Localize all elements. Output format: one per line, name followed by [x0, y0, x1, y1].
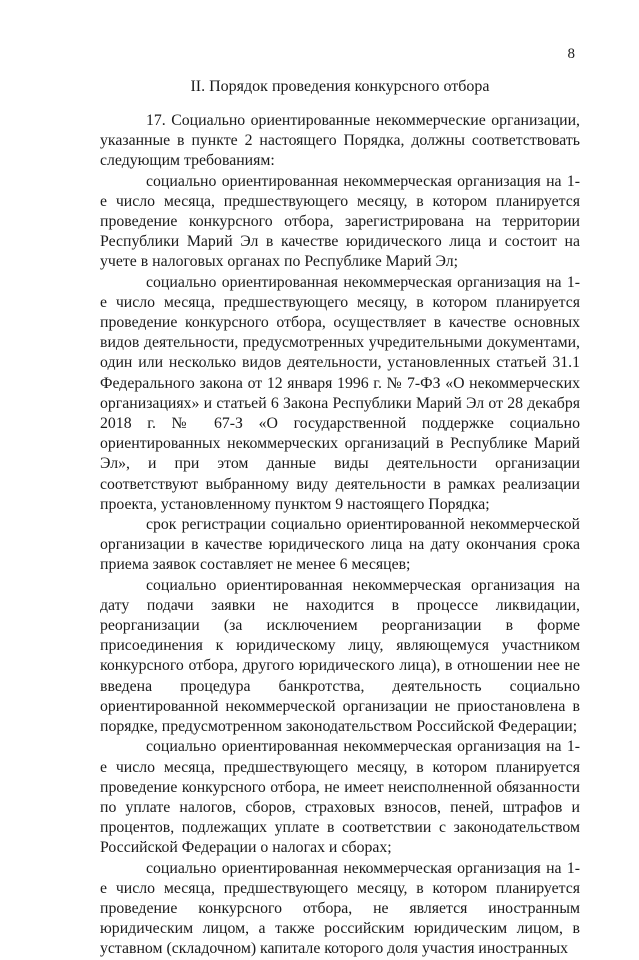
paragraph-foreign-entity: социально ориентированная некоммерческая организация на 1-е число месяца, предшествующего месяцу, в котором планируется проведение конкурсного отбора, не является иностранным юридическим лицом, а также российским юридическим лицом, в уставном (складочном) капитале которого доля участия иностранных: [100, 859, 580, 958]
paragraph-activities: социально ориентированная некоммерческая организация на 1-е число месяца, предшествующего месяцу, в котором планируется проведение конкурсного отбора, осуществляет в качестве основных видов деятельности, предусмотренных учредительными документами, один или несколько видов деятельности, установленных статьей 31.1 Федерального закона от 12 января 1996 г. № 7-ФЗ «О некоммерческих организациях» и статьей 6 Закона Республики Марий Эл от 28 декабря 2018 г. № 67-З «О государственной поддержке социально ориентированных некоммерческих организаций в Республике Марий Эл», и при этом данные виды деятельности организации соответствуют выбранному виду деятельности в рамках реализации проекта, установленному пунктом 9 настоящего Порядка;: [100, 273, 580, 513]
document-body: [100, 111, 580, 960]
paragraph-requirements-intro: 17. Социально ориентированные некоммерческие организации, указанные в пункте 2 настоящего Порядка, должны соответствовать следующим требованиям:: [100, 112, 580, 170]
paragraph-tax-obligations: социально ориентированная некоммерческая организация на 1-е число месяца, предшествующего месяцу, в котором планируется проведение конкурсного отбора, не имеет неисполненной обязанности по уплате налогов, сборов, страховых взносов, пеней, штрафов и процентов, подлежащих уплате в соответствии с законодательством Российской Федерации о налогах и сборах;: [100, 738, 580, 857]
paragraph-registration-term: срок регистрации социально ориентированной некоммерческой организации в качестве юридического лица на дату окончания срока приема заявок составляет не менее 6 месяцев;: [100, 516, 580, 574]
page-number: 8: [567, 46, 575, 62]
section-title: II. Порядок проведения конкурсного отбора: [190, 78, 490, 95]
paragraph-registration: социально ориентированная некоммерческая организация на 1-е число месяца, предшествующего месяцу, в котором планируется проведение конкурсного отбора, зарегистрирована на территории Республики Марий Эл в качестве юридического лица и состоит на учете в налоговых органах по Республике Марий Эл;: [100, 172, 580, 271]
paragraph-liquidation: социально ориентированная некоммерческая организация на дату подачи заявки не находится в процессе ликвидации, реорганизации (за исключением реорганизации в форме присоединения к юридическому лицу, являющемуся участником конкурсного отбора, другого юридического лица), в отношении нее не введена процедура банкротства, деятельность социально ориентированной некоммерческой организации не приостановлена в порядке, предусмотренном законодательством Российской Федерации;: [100, 576, 580, 736]
